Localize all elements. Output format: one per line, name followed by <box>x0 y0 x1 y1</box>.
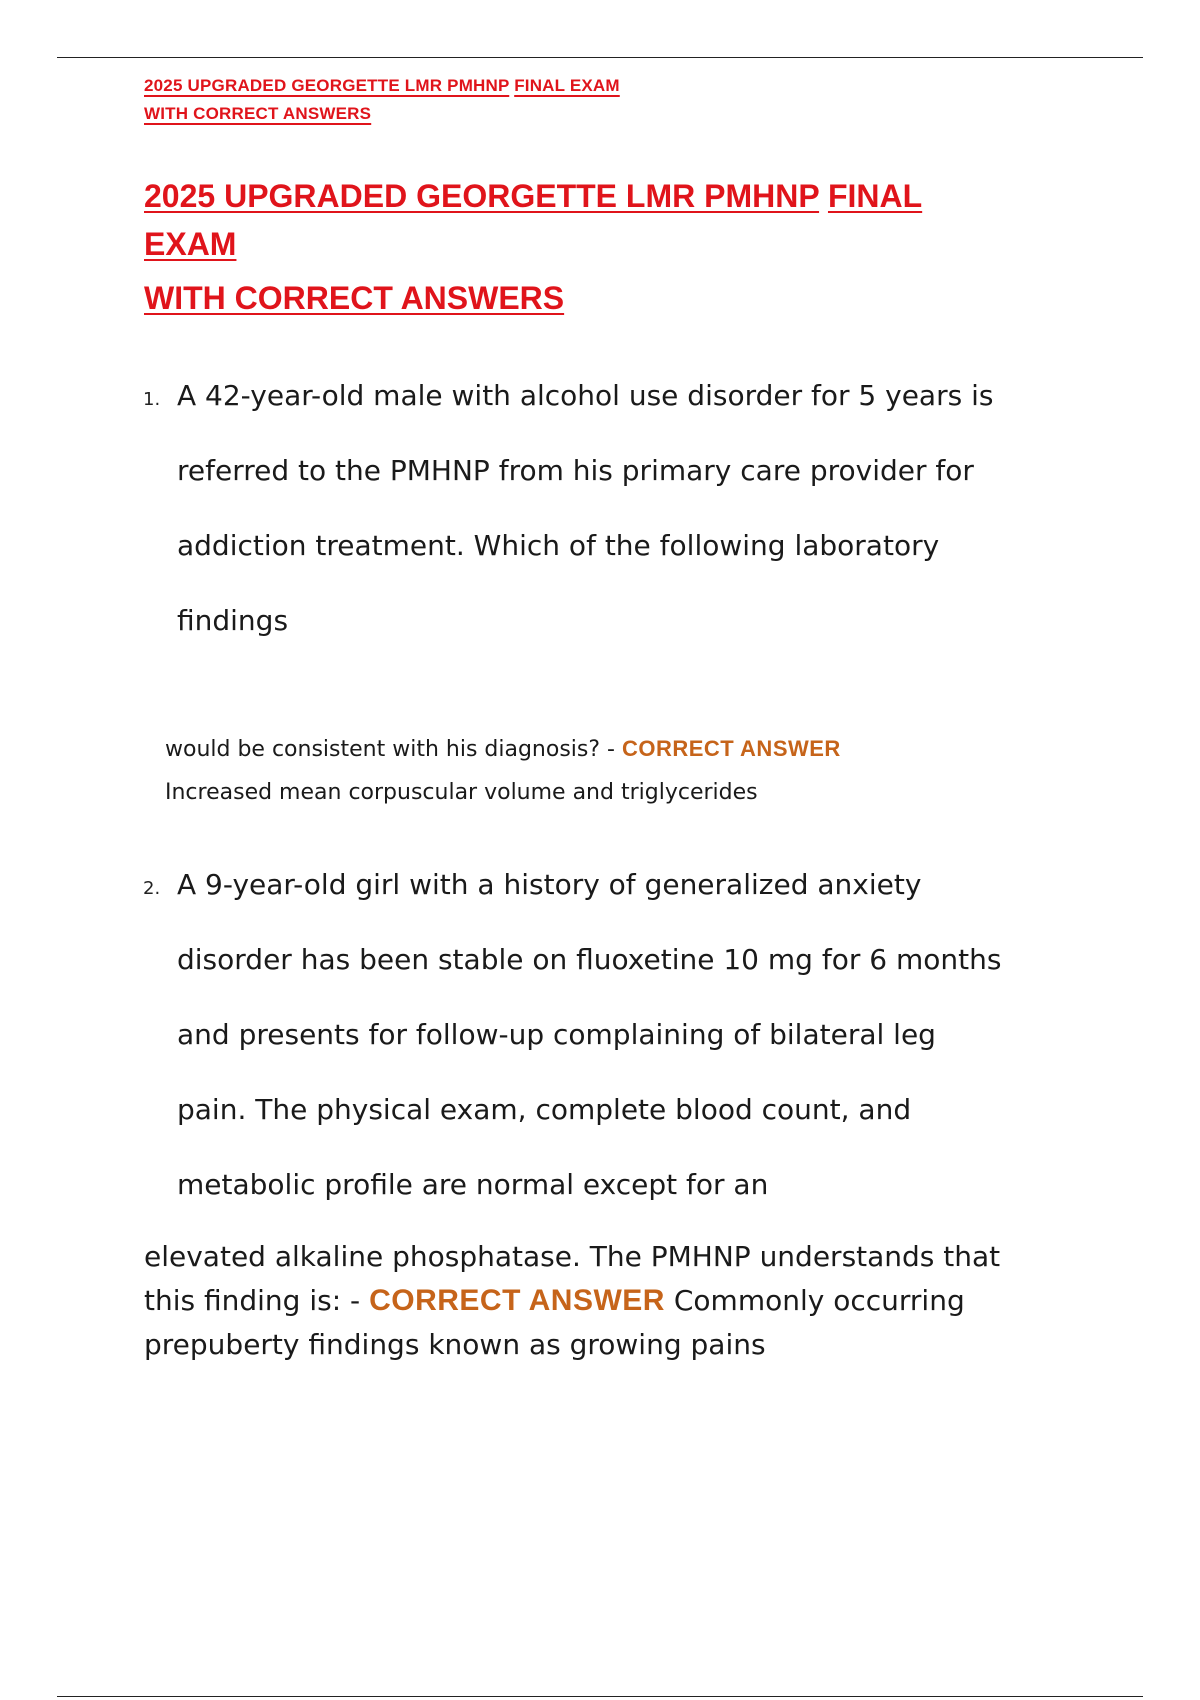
question-1-line: addiction treatment. Which of the following laboratory <box>177 529 940 562</box>
question-2-line: metabolic profile are normal except for an <box>177 1168 769 1201</box>
document-header-small <box>144 72 844 128</box>
question-2-line: A 9-year-old girl with a history of generalized anxiety <box>177 868 922 901</box>
question-1-line: referred to the PMHNP from his primary care provider for <box>177 454 974 487</box>
bottom-rule <box>57 1696 1143 1697</box>
question-2-line: disorder has been stable on fluoxetine 10 mg for 6 months <box>177 943 1002 976</box>
question-2-line: pain. The physical exam, complete blood count, and <box>177 1093 912 1126</box>
title-line-2: EXAM <box>144 226 237 262</box>
title-line-3: WITH CORRECT ANSWERS <box>144 280 565 316</box>
question-2-answer-cont: prepuberty findings known as growing pains <box>144 1328 766 1361</box>
question-2-answer-block <box>144 1235 1094 1367</box>
question-1-text <box>177 358 1077 658</box>
correct-answer-label: CORRECT ANSWER <box>621 736 841 761</box>
header-small-title: 2025 UPGRADED GEORGETTE LMR PMHNP <box>144 76 510 95</box>
title-line-1-suffix: FINAL <box>827 178 923 214</box>
question-2-continuation-2: this finding is: - <box>144 1284 361 1317</box>
question-1-line: A 42-year-old male with alcohol use disorder for 5 years is <box>177 379 994 412</box>
question-2-text <box>177 847 1077 1222</box>
document-title <box>144 172 1044 322</box>
question-1-answer-block <box>165 727 841 814</box>
header-small-title-suffix: FINAL EXAM <box>514 76 620 95</box>
title-line-1: 2025 UPGRADED GEORGETTE LMR PMHNP <box>144 178 820 214</box>
question-2-number: 2. <box>143 878 161 899</box>
question-1-continuation: would be consistent with his diagnosis? - <box>165 737 615 762</box>
question-1-number: 1. <box>143 389 161 410</box>
question-2-line: and presents for follow-up complaining of bilateral leg <box>177 1018 936 1051</box>
header-small-subtitle: WITH CORRECT ANSWERS <box>144 104 372 123</box>
top-rule <box>57 57 1143 58</box>
question-2-continuation-1: elevated alkaline phosphatase. The PMHNP understands that <box>144 1240 1001 1273</box>
question-1-line: findings <box>177 604 289 637</box>
question-1-answer: Increased mean corpuscular volume and triglycerides <box>165 780 758 805</box>
correct-answer-label: CORRECT ANSWER <box>369 1284 665 1317</box>
question-2-answer: Commonly occurring <box>673 1284 965 1317</box>
